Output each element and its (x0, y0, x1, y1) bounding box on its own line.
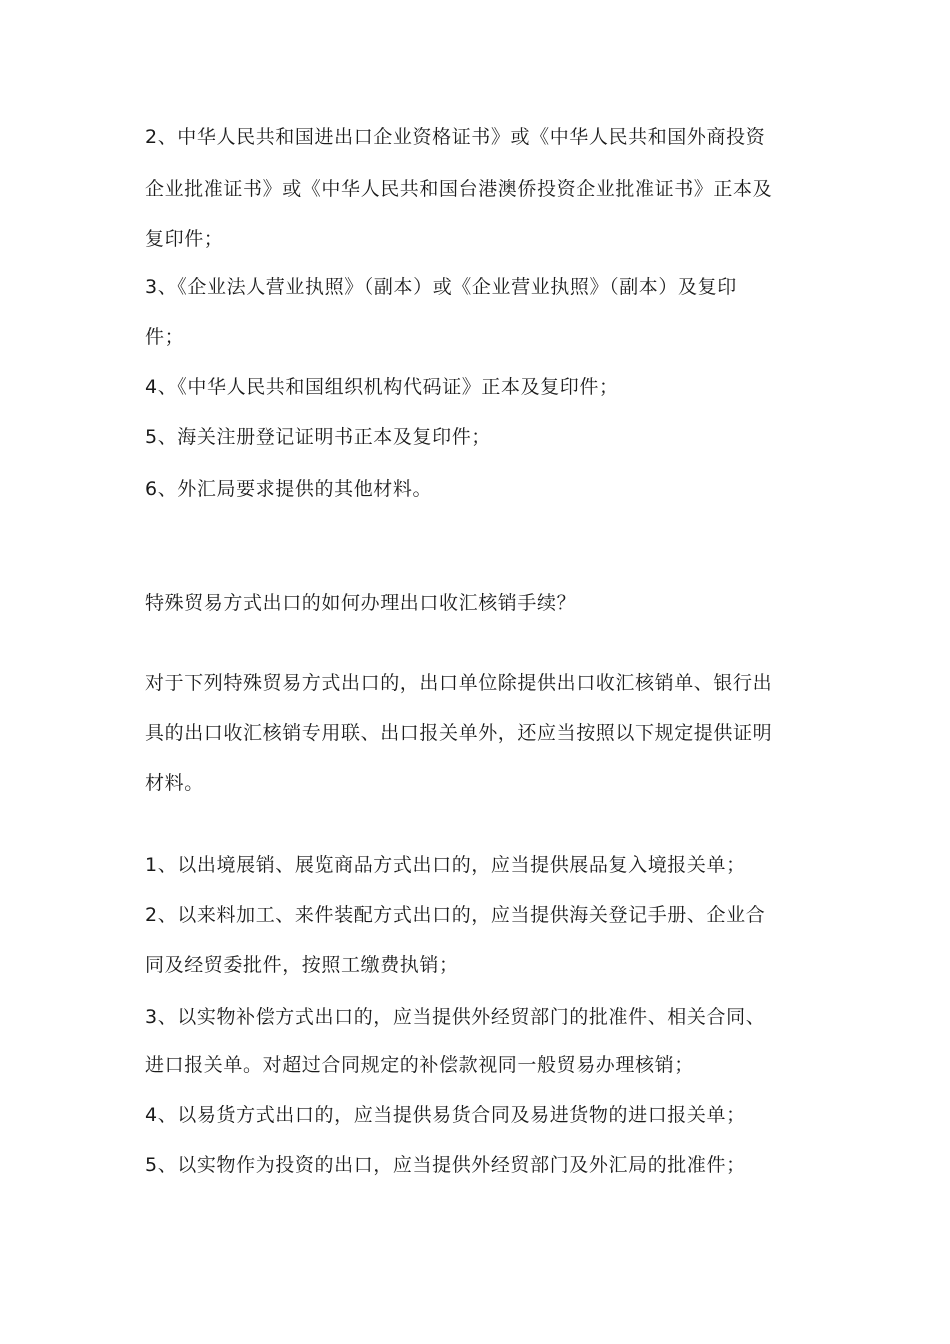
section-heading: 特殊贸易方式出口的如何办理出口收汇核销手续？ (145, 592, 577, 614)
text-line: 企业批准证书》或《中华人民共和国台港澳侨投资企业批准证书》正本及 (145, 178, 773, 200)
text-line: 材料。 (145, 772, 204, 794)
text-line: 6、外汇局要求提供的其他材料。 (145, 478, 433, 500)
text-line: 4、《中华人民共和国组织机构代码证》正本及复印件； (145, 376, 619, 398)
text-line: 3、《企业法人营业执照》（副本）或《企业营业执照》（副本）及复印 (145, 276, 737, 298)
text-line: 2、以来料加工、来件装配方式出口的，应当提供海关登记手册、企业合 (145, 904, 766, 926)
text-line: 4、以易货方式出口的，应当提供易货合同及易进货物的进口报关单； (145, 1104, 746, 1126)
text-line: 对于下列特殊贸易方式出口的，出口单位除提供出口收汇核销单、银行出 (145, 672, 773, 694)
text-line: 具的出口收汇核销专用联、出口报关单外，还应当按照以下规定提供证明 (145, 722, 773, 744)
text-line: 2、中华人民共和国进出口企业资格证书》或《中华人民共和国外商投资 (145, 126, 766, 148)
text-line: 3、以实物补偿方式出口的，应当提供外经贸部门的批准件、相关合同、 (145, 1006, 766, 1028)
text-line: 5、以实物作为投资的出口，应当提供外经贸部门及外汇局的批准件； (145, 1154, 746, 1176)
text-line: 进口报关单。对超过合同规定的补偿款视同一般贸易办理核销； (145, 1054, 694, 1076)
text-line: 复印件； (145, 228, 224, 250)
text-line: 件； (145, 326, 185, 348)
text-line: 1、以出境展销、展览商品方式出口的，应当提供展品复入境报关单； (145, 854, 746, 876)
text-line: 5、海关注册登记证明书正本及复印件； (145, 426, 491, 448)
text-line: 同及经贸委批件，按照工缴费执销； (145, 954, 459, 976)
